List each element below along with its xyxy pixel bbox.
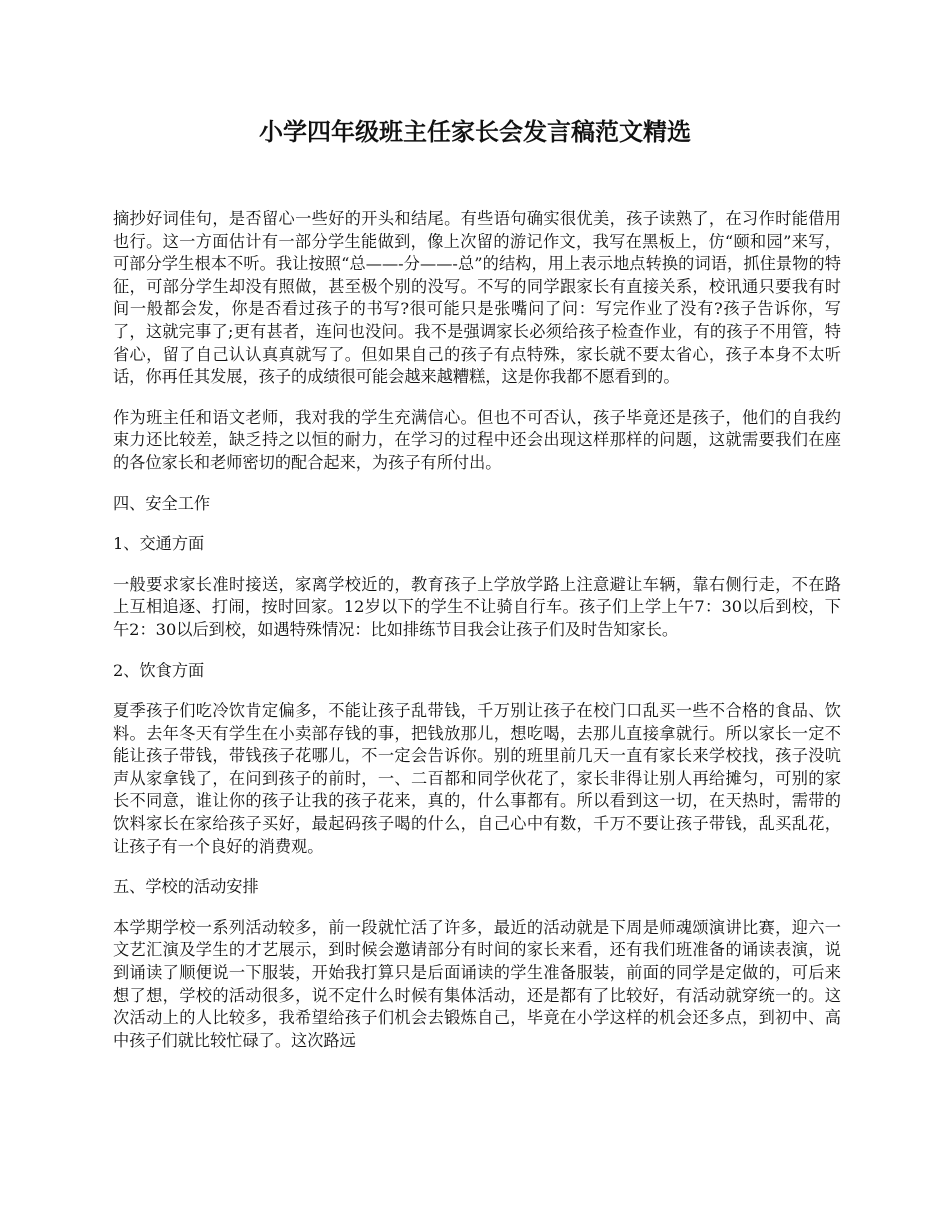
- subsection-heading: 2、饮食方面: [113, 660, 205, 680]
- document-body: [113, 208, 841, 1070]
- paragraph: 夏季孩子们吃冷饮肯定偏多，不能让孩子乱带钱，千万别让孩子在校门口乱买一些不合格的食品、饮料。去年冬天有学生在小卖部存钱的事，把钱放那儿，想吃喝，去那儿直接拿就行。所以家长一定不能让孩子带钱，带钱孩子花哪儿，不一定会告诉你。别的班里前几天一直有家长来学校找，孩子没吭声从家拿钱了，在问到孩子的前时，一、二百都和同学伙花了，家长非得让别人再给摊匀，可别的家长不同意，谁让你的孩子让我的孩子花来，真的，什么事都有。所以看到这一切，在天热时，需带的饮料家长在家给孩子买好，最起码孩子喝的什么，自己心中有数，千万不要让孩子带钱，乱买乱花，让孩子有一个良好的消费观。: [113, 701, 841, 856]
- paragraph: 作为班主任和语文老师，我对我的学生充满信心。但也不可否认，孩子毕竟还是孩子，他们的自我约束力还比较差，缺乏持之以恒的耐力，在学习的过程中还会出现这样那样的问题，这就需要我们在座的各位家长和老师密切的配合起来，为孩子有所付出。: [113, 407, 841, 472]
- subsection-heading: 1、交通方面: [113, 534, 205, 554]
- document-title: 小学四年级班主任家长会发言稿范文精选: [259, 117, 691, 146]
- paragraph: 本学期学校一系列活动较多，前一段就忙活了许多，最近的活动就是下周是师魂颂演讲比赛，迎六一文艺汇演及学生的才艺展示，到时候会邀请部分有时间的家长来看，还有我们班准备的诵读表演，说到诵读了顺便说一下服装，开始我打算只是后面诵读的学生准备服装，前面的同学是定做的，可后来想了想，学校的活动很多，说不定什么时候有集体活动，还是都有了比较好，有活动就穿统一的。这次活动上的人比较多，我希望给孩子们机会去锻炼自己，毕竟在小学这样的机会还多点，到初中、高中孩子们就比较忙碌了。这次路远: [113, 917, 841, 1050]
- section-heading: 四、安全工作: [113, 493, 211, 513]
- section-heading: 五、学校的活动安排: [113, 877, 259, 897]
- paragraph: 一般要求家长准时接送，家离学校近的，教育孩子上学放学路上注意避让车辆，靠右侧行走，不在路上互相追逐、打闹，按时回家。12岁以下的学生不让骑自行车。孩子们上学上午7：30以后到校，下午2：30以后到校，如遇特殊情况：比如排练节目我会让孩子们及时告知家长。: [113, 574, 841, 639]
- paragraph: 摘抄好词佳句，是否留心一些好的开头和结尾。有些语句确实很优美，孩子读熟了，在习作时能借用也行。这一方面估计有一部分学生能做到，像上次留的游记作文，我写在黑板上，仿“颐和园”来写，可部分学生根本不听。我让按照“总——-分——-总”的结构，用上表示地点转换的词语，抓住景物的特征，可部分学生却没有照做，甚至极个别的没写。不写的同学跟家长有直接关系，校讯通只要我有时间一般都会发，你是否看过孩子的书写?很可能只是张嘴问了问：写完作业了没有?孩子告诉你，写了，这就完事了;更有甚者，连问也没问。我不是强调家长必须给孩子检查作业，有的孩子不用管，特省心，留了自己认认真真就写了。但如果自己的孩子有点特殊，家长就不要太省心，孩子本身不太听话，你再任其发展，孩子的成绩很可能会越来越糟糕，这是你我都不愿看到的。: [113, 209, 841, 387]
